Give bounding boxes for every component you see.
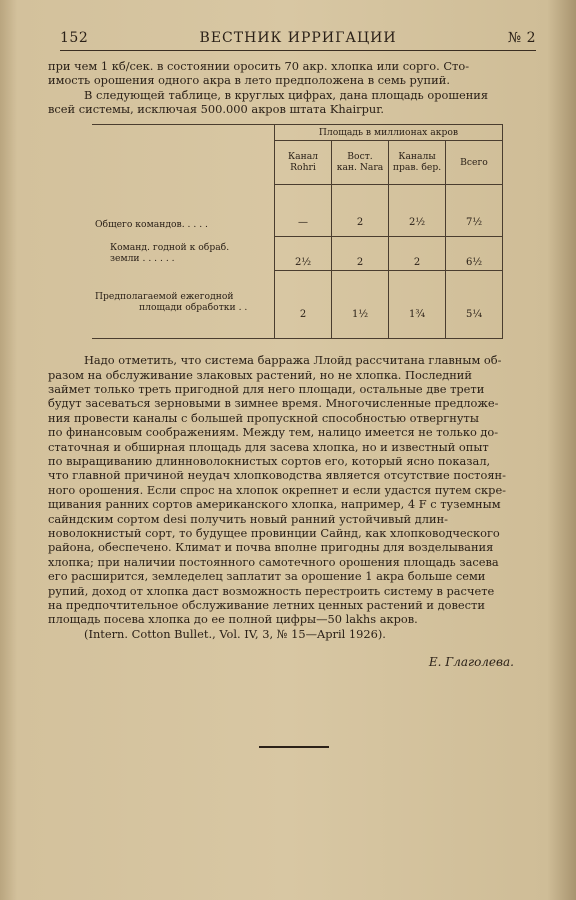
text-line: щивания ранних сортов американского хлопка, например, 4 F с туземным [48,497,501,512]
text-line: на предпочтительное обслуживание летних ценных растений и довести [48,598,485,613]
table-cell: 2½ [389,184,446,236]
text-line: новолокнистый сорт, то будущее провинции Сайнд, как хлопководческого [48,526,500,540]
table-cell: 2 [275,270,332,339]
table-cell: 1½ [332,270,389,339]
issue-number: № 2 [507,30,536,46]
text-line: В следующей таблице, в круглых цифрах, дана площадь орошения [84,87,489,102]
table-cell: 1¾ [389,270,446,339]
table-row [92,236,503,270]
text-line: ния провести каналы с большей пропускной способностью отвергнуты [48,410,479,425]
text-line: района, обеспечено. Климат и почва вполне пригодны для возделывания [48,540,494,555]
table-cell: — [275,184,332,236]
text-line: имость орошения одного акра в лето предположена в семь рупий. [48,73,450,88]
table-cell: 2 [332,236,389,270]
journal-title: ВЕСТНИК ИРРИГАЦИИ [199,30,397,46]
column-header: Канал Rohri [275,140,332,184]
table-cell: 2½ [275,236,332,270]
closing-rule [259,746,329,748]
table-cell: 5¼ [446,270,503,339]
table-cell: 7½ [446,184,503,236]
column-header: Всего [446,140,503,184]
text-line: его расширится, земледелец заплатит за орошение 1 акра больше семи [48,569,486,584]
column-header: Каналы прав. бер. [389,140,446,184]
page-number: 152 [60,30,89,46]
table-row [92,184,503,236]
table-group-header: Площадь в миллионах акров [275,124,503,140]
running-header [60,30,536,51]
row-label: Общего командов. . . . . [92,184,275,236]
table-row [92,270,503,339]
irrigation-area-table [92,124,503,340]
citation: (Intern. Cotton Bullet., Vol. IV, 3, № 15—April 1926). [84,626,386,641]
text-line: по финансовым соображениям. Между тем, налицо имеется не только до- [48,425,499,440]
text-line: хлопка; при наличии постоянного самотечного орошения площадь засева [48,554,499,569]
article-text [48,59,536,117]
table-cell: 6½ [446,236,503,270]
text-line: займет только треть пригодной для него площади, остальные две трети [48,381,485,396]
text-line: что главной причиной неудач хлопководства является отсутствие постоян- [48,468,506,483]
text-line: площадь посева хлопка до ее полной цифры—50 lakhs акров. [48,612,418,627]
text-line: сайндским сортом desi получить новый ранний устойчивый длин- [48,511,449,526]
author-signature: Е. Глаголева. [428,655,514,670]
table-cell: 2 [332,184,389,236]
text-line: статочная и обширная площадь для засева хлопка, но и известный опыт [48,439,489,454]
table-corner [92,124,275,184]
text-line: Надо отметить, что система барража Ллойд рассчитана главным об- [84,353,502,368]
row-label: Команд. годной к обраб. земли . . . . . . [92,236,275,270]
text-line: ного орошения. Если спрос на хлопок окрепнет и если удастся путем скре- [48,482,507,497]
row-label: Предполагаемой ежегодной площади обработки . . [92,270,275,339]
text-line: рупий, доход от хлопка даст возможность перестроить систему в расчете [48,583,495,598]
text-line: разом на обслуживание злаковых растений, но не хлопка. Последний [48,367,472,382]
column-header: Вост. кан. Nara [332,140,389,184]
text-line: при чем 1 кб/сек. в состоянии оросить 70 акр. хлопка или сорго. Сто- [48,59,470,73]
article-body [48,353,536,641]
text-line: всей системы, исключая 500.000 акров штата Khairpur. [48,102,385,117]
table-cell: 2 [389,236,446,270]
text-line: по выращиванию длинноволокнистых сортов его, который ясно показал, [48,453,491,468]
text-line: будут засеваться зерновыми в зимнее время. Многочисленные предложе- [48,396,499,411]
